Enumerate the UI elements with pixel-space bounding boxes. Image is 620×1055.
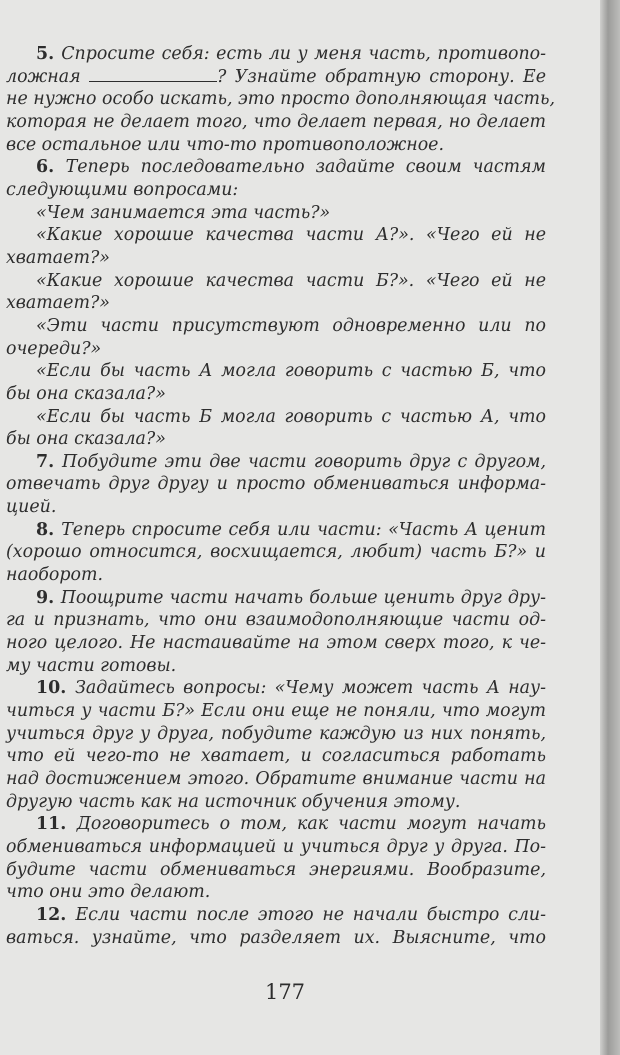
text-line (6, 315, 546, 338)
paragraph (6, 677, 546, 813)
paragraph (6, 360, 546, 405)
line-text: Теперь спросите себя или части: «Часть А ценит (61, 519, 546, 540)
text-line (6, 700, 546, 723)
line-text: что они это делают. (6, 882, 211, 903)
line-text: что ей чего-то не хватает, и согласиться работать (6, 746, 546, 767)
text-line (6, 791, 546, 814)
body-text (6, 43, 556, 949)
item-number: 10. (36, 678, 76, 699)
text-line (6, 428, 546, 451)
line-text: бы она сказала?» (6, 429, 166, 450)
line-text: (хорошо относится, восхищается, любит) часть Б?» и (6, 542, 546, 563)
text-line (6, 655, 546, 678)
text-line (6, 43, 546, 66)
line-text: ваться. узнайте, что разделяет их. Выясните, что (6, 927, 546, 948)
line-text: учиться друг у друга, побудите каждую из них понять, (6, 723, 546, 744)
line-text: хватает?» (6, 293, 110, 314)
text-line (6, 745, 546, 768)
paragraph (6, 904, 546, 949)
line-text: му части готовы. (6, 655, 177, 676)
text-line (6, 406, 546, 429)
paragraph (6, 156, 546, 201)
paragraph (6, 43, 556, 156)
line-text: Поощрите части начать больше ценить друг дру- (60, 587, 546, 608)
line-text: бы она сказала?» (6, 383, 166, 404)
item-number: 6. (36, 157, 66, 178)
line-text: не нужно особо искать, это просто дополняющая часть, (6, 89, 556, 110)
text-line (6, 292, 546, 315)
line-text: обмениваться информацией и учиться друг у друга. По- (6, 836, 546, 857)
text-line (6, 247, 546, 270)
text-line (6, 66, 546, 89)
text-line (6, 134, 546, 157)
page-number: 177 (264, 980, 306, 1004)
text-line (6, 881, 546, 904)
fill-in-blank (89, 80, 217, 82)
paragraph (6, 202, 546, 225)
text-line (6, 813, 546, 836)
line-text: ного целого. Не настаивайте на этом сверх того, к че- (6, 633, 546, 654)
text-line (6, 338, 546, 361)
text-line (6, 496, 546, 519)
text-line (6, 111, 546, 134)
line-text: ложная (6, 66, 81, 87)
line-text: хватает?» (6, 247, 110, 268)
text-line (6, 541, 546, 564)
text-line (6, 632, 546, 655)
text-line (6, 519, 546, 542)
text-line (6, 904, 546, 927)
line-text: «Какие хорошие качества части А?». «Чего ей не (36, 225, 546, 246)
line-text: Теперь последовательно задайте своим частям (65, 157, 546, 178)
line-text: другую часть как на источник обучения этому. (6, 791, 461, 812)
text-line (6, 927, 546, 950)
text-line (6, 360, 546, 383)
item-number: 11. (36, 814, 77, 835)
text-line (6, 224, 546, 247)
line-text: очереди?» (6, 338, 102, 359)
item-number: 12. (36, 904, 76, 925)
text-line (6, 836, 546, 859)
line-text: ? Узнайте обратную сторону. Ее (217, 66, 546, 87)
line-text: Если части после этого не начали быстро сли- (75, 904, 546, 925)
paragraph (6, 519, 546, 587)
paragraph (6, 587, 546, 678)
line-text: «Если бы часть А могла говорить с частью Б, что (36, 361, 546, 382)
line-text: «Если бы часть Б могла говорить с частью А, что (36, 406, 546, 427)
text-line (6, 677, 546, 700)
line-text: «Какие хорошие качества части Б?». «Чего ей не (36, 270, 546, 291)
line-text: Договоритесь о том, как части могут начать (76, 814, 546, 835)
line-text: Задайтесь вопросы: «Чему может часть А нау- (75, 678, 546, 699)
paragraph (6, 270, 546, 315)
line-text: Побудите эти две части говорить друг с другом, (61, 451, 546, 472)
line-text: наоборот. (6, 565, 103, 586)
line-text: следующими вопросами: (6, 179, 239, 200)
line-text: над достижением этого. Обратите внимание части на (6, 769, 546, 789)
line-text: все остальное или что-то противоположное. (6, 134, 444, 155)
text-line (6, 270, 546, 293)
paragraph (6, 813, 546, 904)
line-text: будите части обмениваться энергиями. Вообразите, (6, 859, 546, 880)
line-text: отвечать друг другу и просто обмениваться информа- (6, 474, 546, 495)
item-number: 5. (36, 44, 62, 64)
text-line (6, 88, 556, 111)
text-line (6, 451, 546, 474)
text-line (6, 179, 546, 202)
text-line (6, 383, 546, 406)
paragraph (6, 406, 546, 451)
page-edge (600, 0, 620, 1055)
text-line (6, 859, 546, 882)
text-line (6, 202, 546, 225)
line-text: «Эти части присутствуют одновременно или по (36, 315, 546, 336)
text-line (6, 156, 546, 179)
line-text: га и признать, что они взаимодополняющие части од- (6, 610, 546, 631)
line-text: цией. (6, 497, 57, 518)
item-number: 8. (36, 519, 62, 540)
item-number: 9. (36, 587, 61, 608)
line-text: читься у части Б?» Если они еще не поняли, что могут (6, 701, 546, 722)
item-number: 7. (36, 451, 62, 472)
text-line (6, 723, 546, 746)
line-text: «Чем занимается эта часть?» (36, 202, 331, 223)
paragraph (6, 224, 546, 269)
text-line (6, 473, 546, 496)
line-text: Спросите себя: есть ли у меня часть, противопо- (61, 44, 546, 64)
text-line (6, 587, 546, 610)
text-line (6, 609, 546, 632)
paragraph (6, 451, 546, 519)
line-text: которая не делает того, что делает первая, но делает (6, 111, 546, 132)
text-line (6, 768, 546, 791)
text-line (6, 564, 546, 587)
paragraph (6, 315, 546, 360)
